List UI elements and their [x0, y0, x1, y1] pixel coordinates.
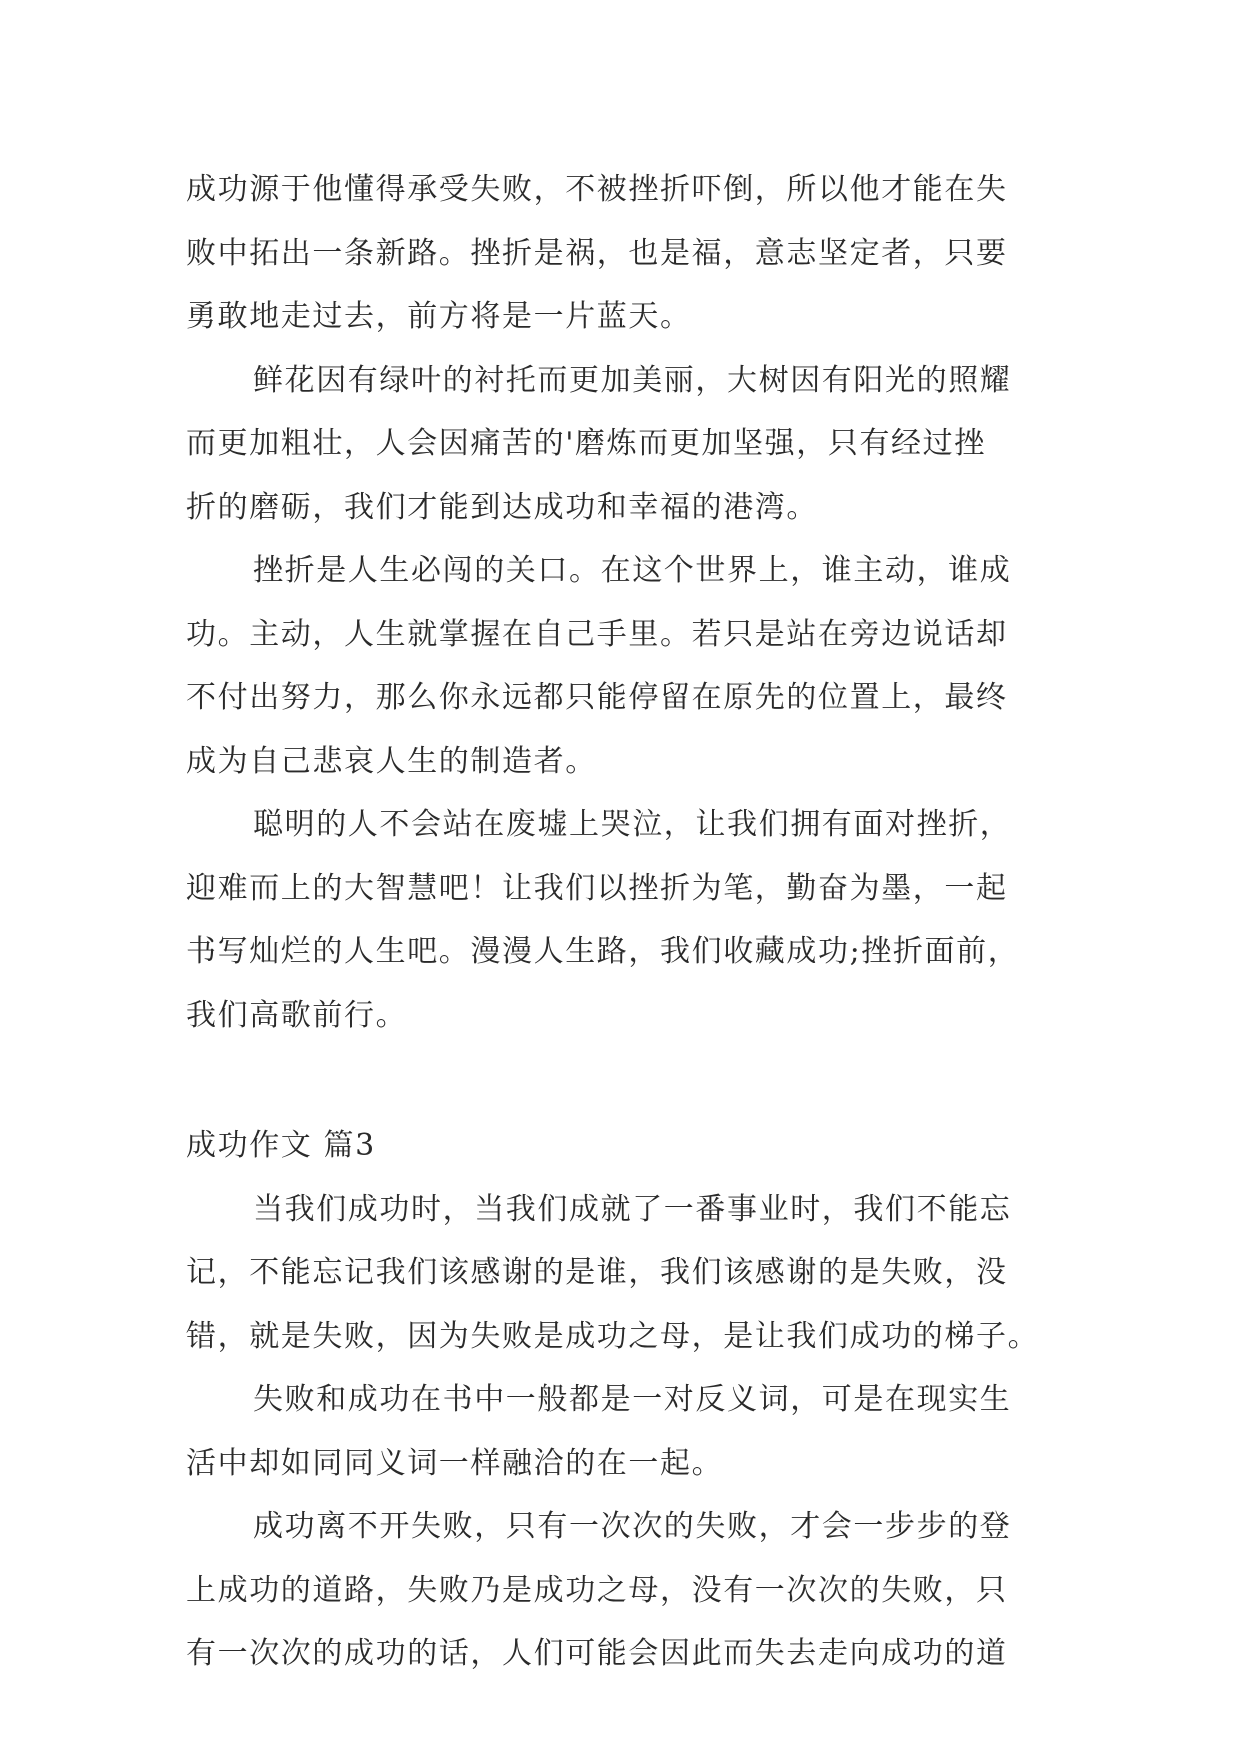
- text-line: 成功源于他懂得承受失败，不被挫折吓倒，所以他才能在失: [186, 172, 1008, 207]
- text-line: 当我们成功时，当我们成就了一番事业时，我们不能忘: [253, 1191, 1012, 1227]
- section-spacer: [186, 1047, 1046, 1114]
- text-line: 鲜花因有绿叶的衬托而更加美丽，大树因有阳光的照耀: [253, 362, 1012, 398]
- text-line: 迎难而上的大智慧吧！让我们以挫折为笔，勤奋为墨，一起: [186, 870, 1008, 906]
- text-line: 折的磨砺，我们才能到达成功和幸福的港湾。: [186, 489, 818, 525]
- text-line: 错，就是失败，因为失败是成功之母，是让我们成功的梯子。: [186, 1318, 1040, 1354]
- text-line: 挫折是人生必闯的关口。在这个世界上，谁主动，谁成: [253, 553, 1012, 588]
- document-body: [186, 158, 1046, 1686]
- paragraph: [186, 349, 1046, 540]
- text-line: 我们高歌前行。: [186, 997, 408, 1033]
- text-line: 败中拓出一条新路。挫折是祸，也是福，意志坚定者，只要: [186, 235, 1008, 271]
- text-line: 成功离不开失败，只有一次次的失败，才会一步步的登: [253, 1509, 1012, 1544]
- paragraph: [186, 158, 1046, 349]
- text-line: 勇敢地走过去，前方将是一片蓝天。: [186, 299, 692, 334]
- text-line: 上成功的道路，失败乃是成功之母，没有一次次的失败，只: [186, 1572, 1008, 1608]
- text-line: 记，不能忘记我们该感谢的是谁，我们该感谢的是失败，没: [186, 1255, 1008, 1290]
- text-line: 聪明的人不会站在废墟上哭泣，让我们拥有面对挫折，: [253, 807, 1012, 842]
- text-line: 功。主动，人生就掌握在自己手里。若只是站在旁边说话却: [186, 616, 1008, 652]
- text-line: 成为自己悲哀人生的制造者。: [186, 743, 597, 779]
- text-line: 而更加粗壮，人会因痛苦的'磨炼而更加坚强，只有经过挫: [186, 426, 986, 461]
- section-title: 成功作文 篇3: [186, 1128, 376, 1163]
- text-line: 活中却如同同义词一样融洽的在一起。: [186, 1445, 724, 1481]
- text-line: 不付出努力，那么你永远都只能停留在原先的位置上，最终: [186, 680, 1008, 715]
- paragraph: [186, 1495, 1046, 1686]
- paragraph: [186, 539, 1046, 793]
- paragraph: [186, 1368, 1046, 1495]
- text-line: 失败和成功在书中一般都是一对反义词，可是在现实生: [253, 1382, 1012, 1417]
- paragraph: [186, 793, 1046, 1047]
- text-line: 有一次次的成功的话，人们可能会因此而失去走向成功的道: [186, 1636, 1008, 1671]
- paragraph: [186, 1178, 1046, 1369]
- text-line: 书写灿烂的人生吧。漫漫人生路，我们收藏成功;挫折面前，: [186, 934, 1020, 969]
